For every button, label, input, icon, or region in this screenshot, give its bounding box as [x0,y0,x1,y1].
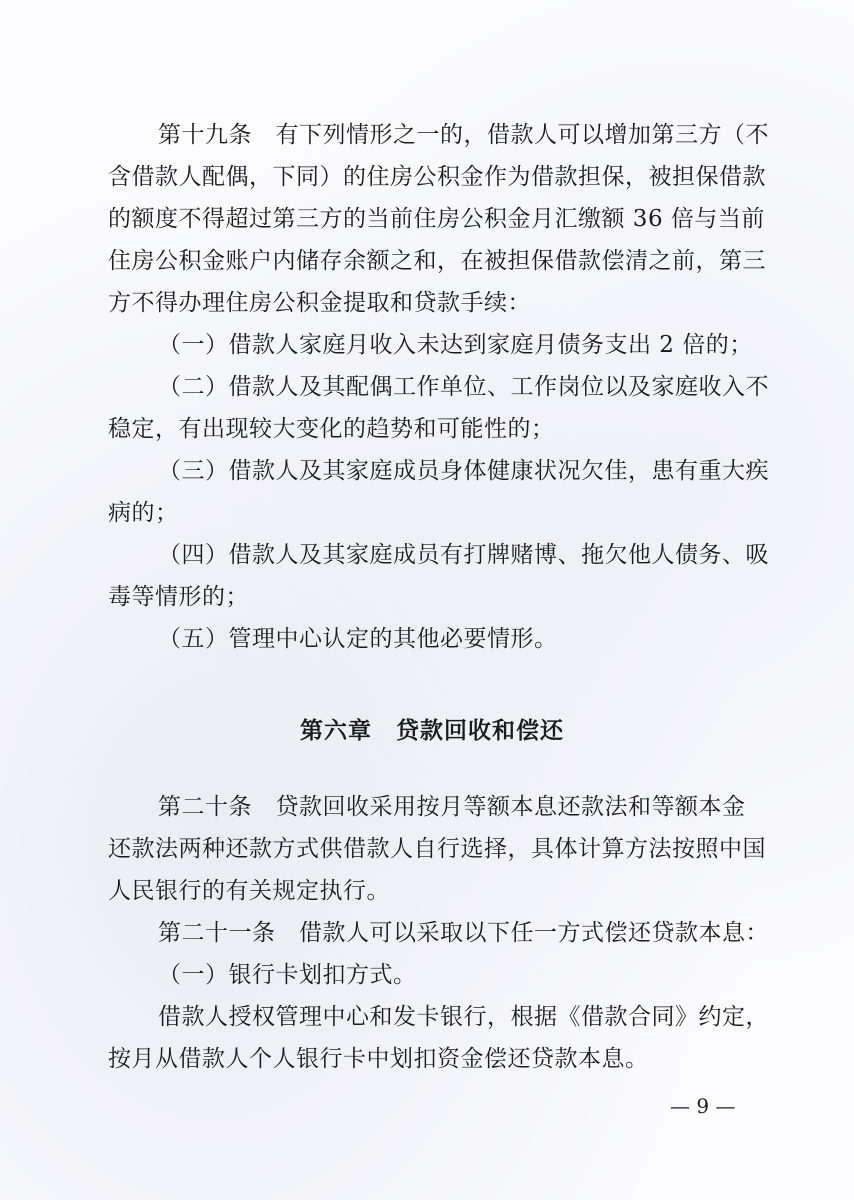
article-21-line-3: 借款人授权管理中心和发卡银行，根据《借款合同》约定， [158,1004,769,1030]
article-21-line-4: 按月从借款人个人银行卡中划扣资金偿还贷款本息。 [108,1046,649,1072]
article-21-line-1: 第二十一条 借款人可以采取以下任一方式偿还贷款本息： [158,920,769,946]
article-19-line-5: 方不得办理住房公积金提取和贷款手续： [108,290,531,316]
article-19-item-5: （五）管理中心认定的其他必要情形。 [158,626,558,652]
article-19-item-4-cont: 毒等情形的； [108,584,249,610]
article-20-line-2: 还款法两种还款方式供借款人自行选择，具体计算方法按照中国 [108,836,766,862]
page-number: — 9 — [670,1094,736,1118]
article-19-item-3-cont: 病的； [108,500,179,526]
article-19-line-3: 的额度不得超过第三方的当前住房公积金月汇缴额 36 倍与当前 [108,206,765,232]
article-19-item-4: （四）借款人及其家庭成员有打牌赌博、拖欠他人债务、吸 [158,542,769,568]
chapter-title: 第六章 贷款回收和偿还 [300,718,564,744]
article-19-line-1: 第十九条 有下列情形之一的，借款人可以增加第三方（不 [158,122,769,148]
article-19-item-3: （三）借款人及其家庭成员身体健康状况欠佳，患有重大疾 [158,458,769,484]
article-21-item-1: （一）银行卡划扣方式。 [158,962,417,988]
article-19-item-1: （一）借款人家庭月收入未达到家庭月债务支出 2 倍的； [158,332,753,358]
article-19-line-4: 住房公积金账户内储存余额之和，在被担保借款偿清之前，第三 [108,248,766,274]
article-19-item-2-cont: 稳定，有出现较大变化的趋势和可能性的； [108,416,555,442]
article-19-item-2: （二）借款人及其配偶工作单位、工作岗位以及家庭收入不 [158,374,769,400]
article-19-line-2: 含借款人配偶，下同）的住房公积金作为借款担保，被担保借款 [108,164,766,190]
article-20-line-3: 人民银行的有关规定执行。 [108,878,390,904]
article-20-line-1: 第二十条 贷款回收采用按月等额本息还款法和等额本金 [158,794,746,820]
